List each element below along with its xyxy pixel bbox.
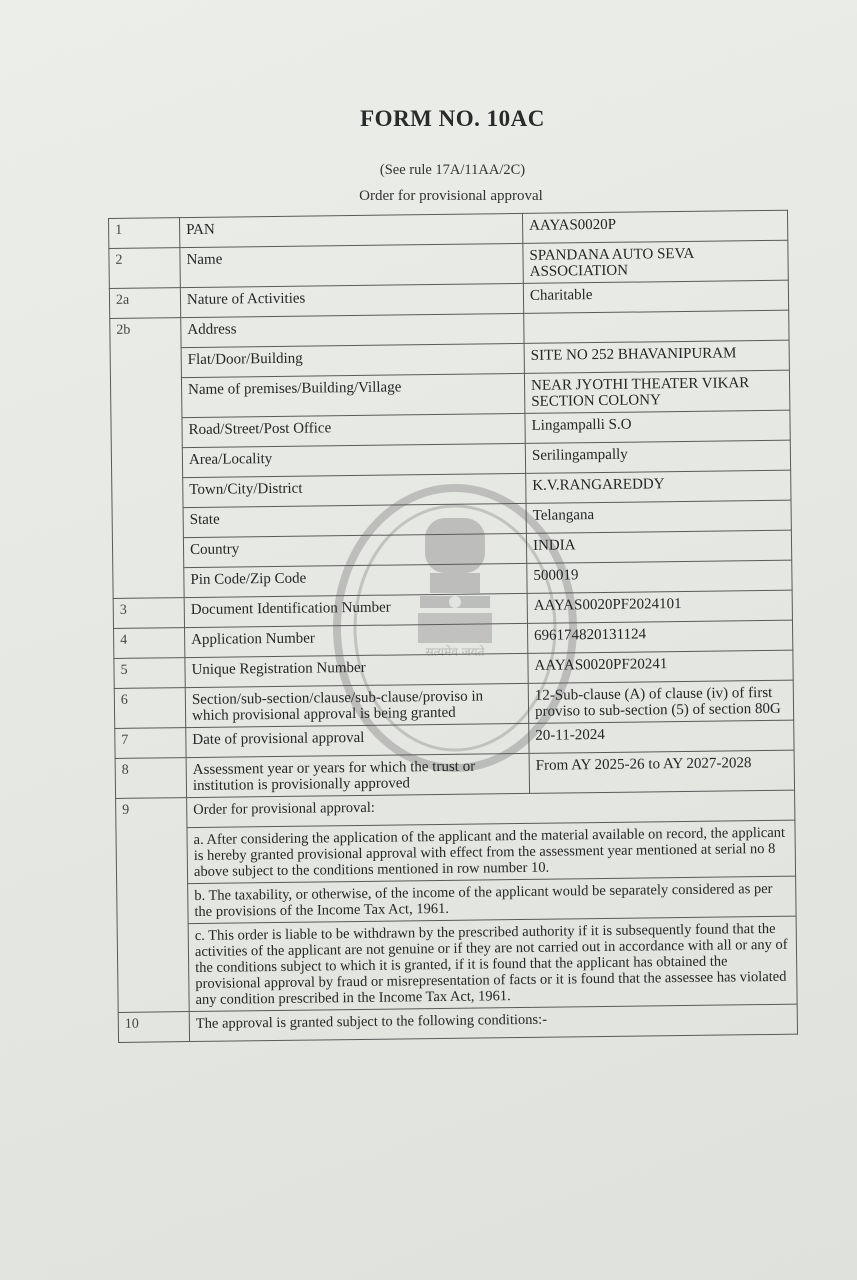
field-label: Application Number: [185, 623, 528, 657]
field-value: SITE NO 252 BHAVANIPURAM: [524, 340, 789, 373]
field-label: Date of provisional approval: [186, 723, 529, 757]
field-value: AAYAS0020P: [522, 210, 787, 243]
row-number: 2: [109, 248, 180, 289]
field-label: The approval is granted subject to the following conditions:-: [189, 1004, 797, 1041]
field-label: State: [183, 503, 526, 537]
field-value: 20-11-2024: [529, 720, 794, 753]
field-label: Order for provisional approval:: [187, 790, 795, 827]
field-value: INDIA: [526, 530, 791, 563]
field-value: 500019: [527, 560, 792, 593]
field-value: From AY 2025-26 to AY 2027-2028: [529, 750, 794, 793]
field-label: Country: [183, 533, 526, 567]
field-value: NEAR JYOTHI THEATER VIKAR SECTION COLONY: [524, 370, 789, 413]
field-value: AAYAS0020PF20241: [528, 650, 793, 683]
field-label: Address: [181, 313, 524, 347]
field-value: Lingampalli S.O: [525, 410, 790, 443]
field-value: Serilingampally: [525, 440, 790, 473]
row-number: 1: [109, 218, 180, 249]
order-paragraph-a: a. After considering the application of the applicant and the material available on record, the applicant is hereby granted provisional approval with effect from the assessment year mentioned at serial no 8 above subject to the conditions mentioned in row number 10.: [187, 820, 796, 883]
row-number: 2b: [110, 318, 184, 599]
row-number: 2a: [109, 288, 180, 319]
row-number: 5: [114, 658, 185, 689]
form-title: FORM NO. 10AC: [360, 106, 545, 131]
field-label: PAN: [180, 213, 523, 247]
field-label: Area/Locality: [182, 443, 525, 477]
field-label: Pin Code/Zip Code: [184, 563, 527, 597]
field-value: [524, 310, 789, 343]
field-value: Charitable: [523, 280, 788, 313]
svg-text:सत्यमेव जयते: सत्यमेव जयते: [425, 645, 485, 659]
order-paragraph-b: b. The taxability, or otherwise, of the income of the applicant would be separately considered as per the provisions of the Income Tax Act, 1961.: [188, 876, 796, 923]
table-row: [117, 916, 797, 1012]
field-label: Town/City/District: [183, 473, 526, 507]
row-number: 6: [114, 688, 185, 729]
field-value: Telangana: [526, 500, 791, 533]
row-number: 9: [116, 798, 190, 1013]
field-value: SPANDANA AUTO SEVA ASSOCIATION: [523, 240, 788, 283]
field-label: Document Identification Number: [184, 593, 527, 627]
form-table: [108, 210, 798, 1043]
order-paragraph-c: c. This order is liable to be withdrawn by the prescribed authority if it is subsequently found that the activities of the applicant are not genuine or if they are not carried out in accordance with all or any of the conditions subject to which it is granted, if it is found that the applicant has obtained the provisional approval by fraud or misrepresentation of facts or it is found that the assessee has violated any condition prescribed in the Income Tax Act, 1961.: [188, 916, 797, 1011]
field-label: Section/sub-section/clause/sub-clause/proviso in which provisional approval is being granted: [185, 683, 528, 727]
field-value: K.V.RANGAREDDY: [526, 470, 791, 503]
field-label: Road/Street/Post Office: [182, 413, 525, 447]
rule-reference: (See rule 17A/11AA/2C): [379, 162, 526, 178]
field-label: Assessment year or years for which the trust or institution is provisionally approved: [186, 753, 529, 797]
field-label: Nature of Activities: [180, 283, 523, 317]
row-number: 4: [114, 628, 185, 659]
field-label: Unique Registration Number: [185, 653, 528, 687]
field-value: 12-Sub-clause (A) of clause (iv) of first proviso to sub-section (5) of section 80G: [528, 680, 793, 723]
field-label: Flat/Door/Building: [181, 343, 524, 377]
field-value: AAYAS0020PF2024101: [527, 590, 792, 623]
row-number: 8: [115, 758, 186, 799]
field-label: Name of premises/Building/Village: [181, 373, 524, 417]
table-row: [116, 820, 796, 884]
form-subtitle: Order for provisional approval: [359, 188, 543, 204]
row-number: 10: [118, 1012, 189, 1043]
field-value: 696174820131124: [527, 620, 792, 653]
row-number: 3: [113, 598, 184, 629]
row-number: 7: [115, 728, 186, 759]
field-label: Name: [180, 243, 523, 287]
